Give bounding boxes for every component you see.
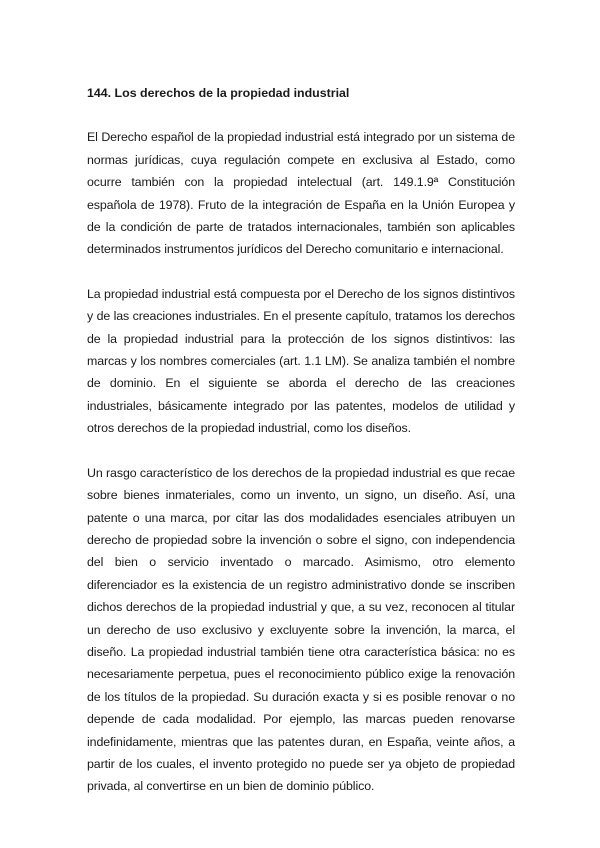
section-title: 144. Los derechos de la propiedad industrial (87, 86, 350, 100)
paragraph-3: Un rasgo característico de los derechos de la propiedad industrial es que recae sobre bienes inmateriales, como un invento, un signo, un diseño. Así, una patente o una marca, por citar las dos modalidades esenciales atribuyen un derecho de propiedad sobre la invención o sobre el signo, con independencia del bien o servicio inventado o marcado. Asimismo, otro elemento diferenciador es la existencia de un registro administrativo donde se inscriben dichos derechos de la propiedad industrial y que, a su vez, reconocen al titular un derecho de uso exclusivo y excluyente sobre la invención, la marca, el diseño. La propiedad industrial también tiene otra característica básica: no es necesariamente perpetua, pues el reconocimiento público exige la renovación de los títulos de la propiedad. Su duración exacta y si es posible renovar o no depende de cada modalidad. Por ejemplo, las marcas pueden renovarse indefinidamente, mientras que las patentes duran, en España, veinte años, a partir de los cuales, el invento protegido no puede ser ya objeto de propiedad privada, al convertirse en un bien de dominio público. (87, 465, 515, 794)
paragraph-2: La propiedad industrial está compuesta por el Derecho de los signos distintivos y de las creaciones industriales. En el presente capítulo, tratamos los derechos de la propiedad industrial para la protección de los signos distintivos: las marcas y los nombres comerciales (art. 1.1 LM). Se analiza también el nombre de dominio. En el siguiente se aborda el derecho de las creaciones industriales, básicamente integrado por las patentes, modelos de utilidad y otros derechos de la propiedad industrial, como los diseños. (87, 286, 515, 436)
paragraph-1: El Derecho español de la propiedad industrial está integrado por un sistema de normas jurídicas, cuya regulación compete en exclusiva al Estado, como ocurre también con la propiedad intelectual (art. 149.1.9ª Constitución española de 1978). Fruto de la integración de España en la Unión Europea y de la condición de parte de tratados internacionales, también son aplicables determinados instrumentos jurídicos del Derecho comunitario e internacional. (87, 130, 515, 257)
document-body (87, 82, 515, 798)
